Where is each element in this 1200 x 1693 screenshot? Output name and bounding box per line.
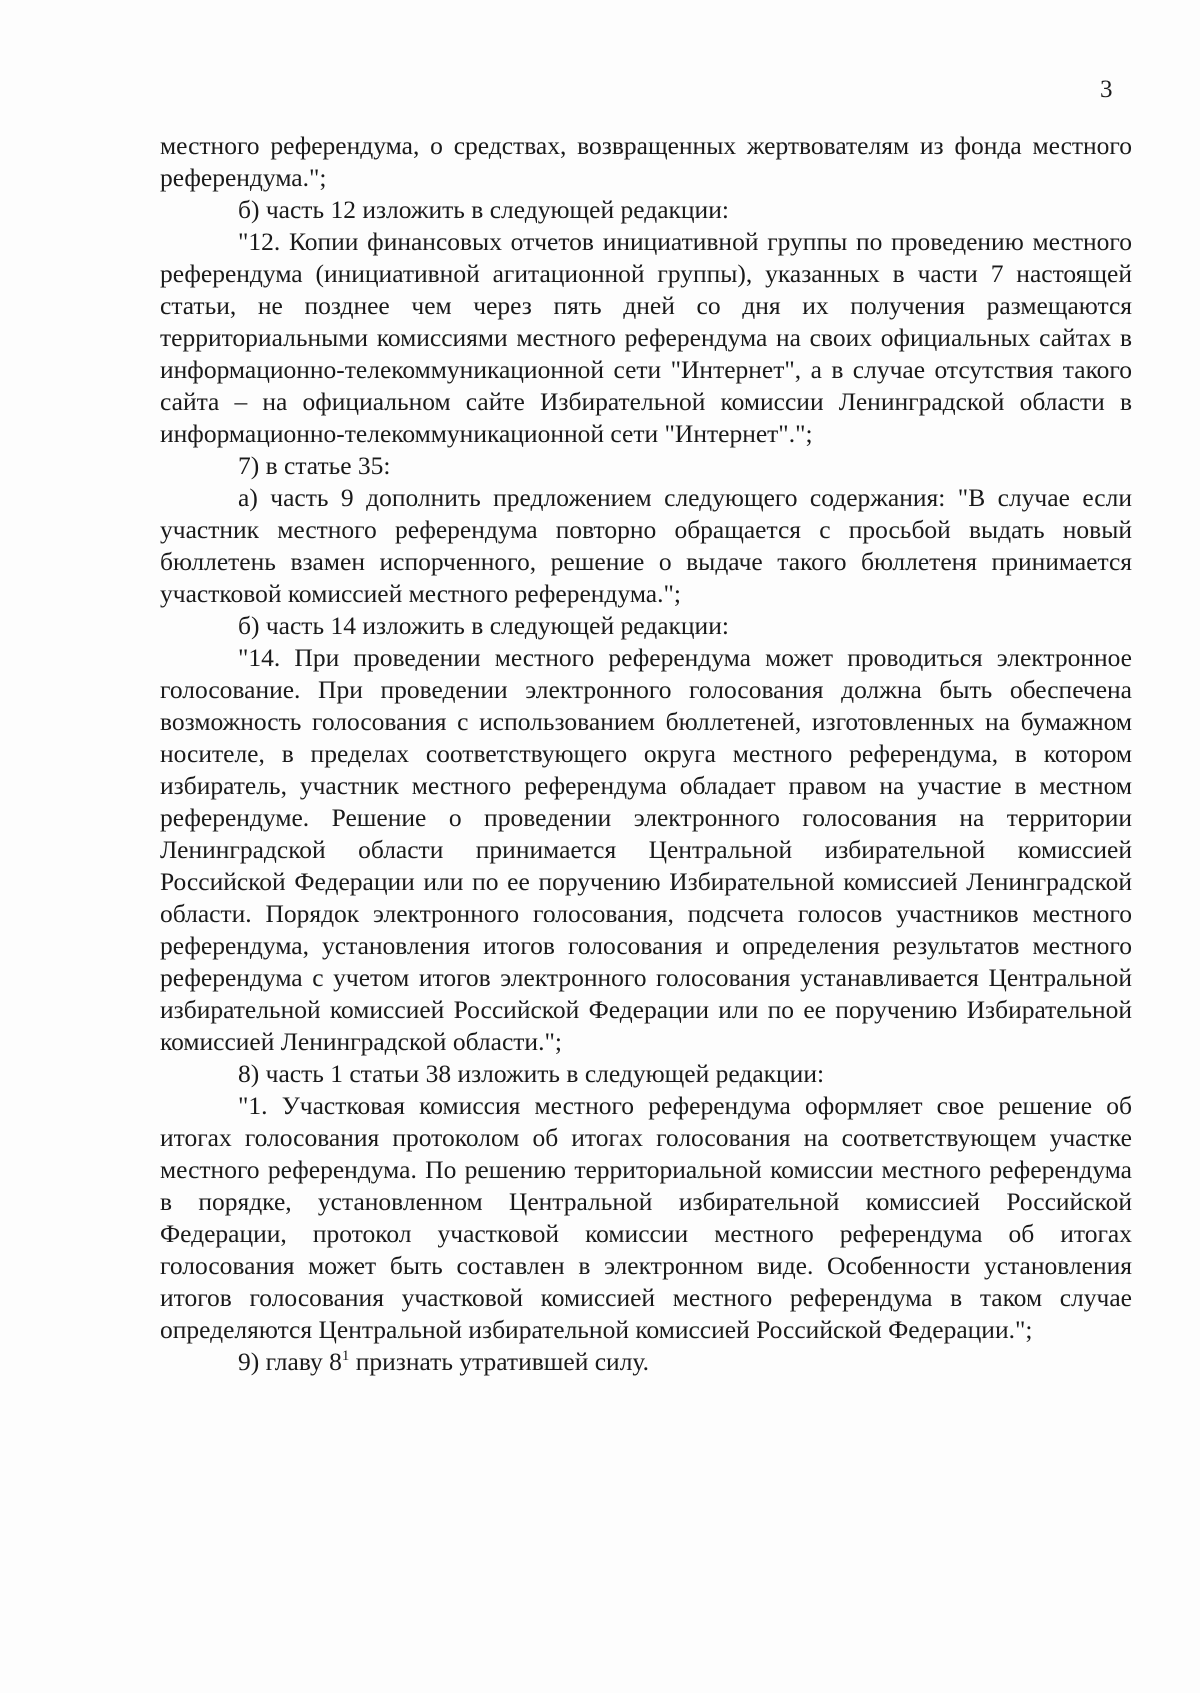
paragraph: 8) часть 1 статьи 38 изложить в следующей редакции: <box>238 1059 825 1088</box>
document-body <box>160 130 1132 1378</box>
paragraph: б) часть 12 изложить в следующей редакции: <box>238 195 729 224</box>
paragraph: местного референдума, о средствах, возвращенных жертвователям из фонда местного референдума."; <box>160 131 1132 192</box>
paragraph: а) часть 9 дополнить предложением следующего содержания: "В случае если участник местного референдума повторно обращается с просьбой выдать новый бюллетень взамен испорченного, решение о выдаче такого бюллетеня принимается участковой комиссией местного референдума."; <box>160 483 1132 608</box>
superscript: 1 <box>341 1348 350 1364</box>
paragraph-final-before: 9) главу 8 <box>238 1347 342 1376</box>
paragraph: 7) в статье 35: <box>238 451 391 480</box>
page-number: 3 <box>1100 76 1113 103</box>
paragraph: "1. Участковая комиссия местного референдума оформляет свое решение об итогах голосования протоколом об итогах голосования на соответствующем участке местного референдума. По решению территориальной комиссии местного референдума в порядке, установленном Центральной избирательной комиссией Российской Федерации, протокол участковой комиссии местного референдума об итогах голосования может быть составлен в электронном виде. Особенности установления итогов голосования участковой комиссией местного референдума в таком случае определяются Центральной избирательной комиссией Российской Федерации."; <box>160 1091 1132 1344</box>
paragraph-final-after: признать утратившей силу. <box>349 1347 649 1376</box>
paragraph: б) часть 14 изложить в следующей редакции: <box>238 611 729 640</box>
paragraph-final <box>160 1346 1132 1378</box>
paragraph: "14. При проведении местного референдума может проводиться электронное голосование. При проведении электронного голосования должна быть обеспечена возможность голосования с использованием бюллетеней, изготовленных на бумажном носителе, в пределах соответствующего округа местного референдума, в котором избиратель, участник местного референдума обладает правом на участие в местном референдуме. Решение о проведении электронного голосования на территории Ленинградской области принимается Центральной избирательной комиссией Российской Федерации или по ее поручению Избирательной комиссией Ленинградской области. Порядок электронного голосования, подсчета голосов участников местного референдума, установления итогов голосования и определения результатов местного референдума с учетом итогов электронного голосования устанавливается Центральной избирательной комиссией Российской Федерации или по ее поручению Избирательной комиссией Ленинградской области."; <box>160 643 1132 1056</box>
paragraph: "12. Копии финансовых отчетов инициативной группы по проведению местного референдума (инициативной агитационной группы), указанных в части 7 настоящей статьи, не позднее чем через пять дней со дня их получения размещаются территориальными комиссиями местного референдума на своих официальных сайтах в информационно-телекоммуникационной сети "Интернет", а в случае отсутствия такого сайта – на официальном сайте Избирательной комиссии Ленинградской области в информационно-телекоммуникационной сети "Интернет"."; <box>160 227 1132 448</box>
